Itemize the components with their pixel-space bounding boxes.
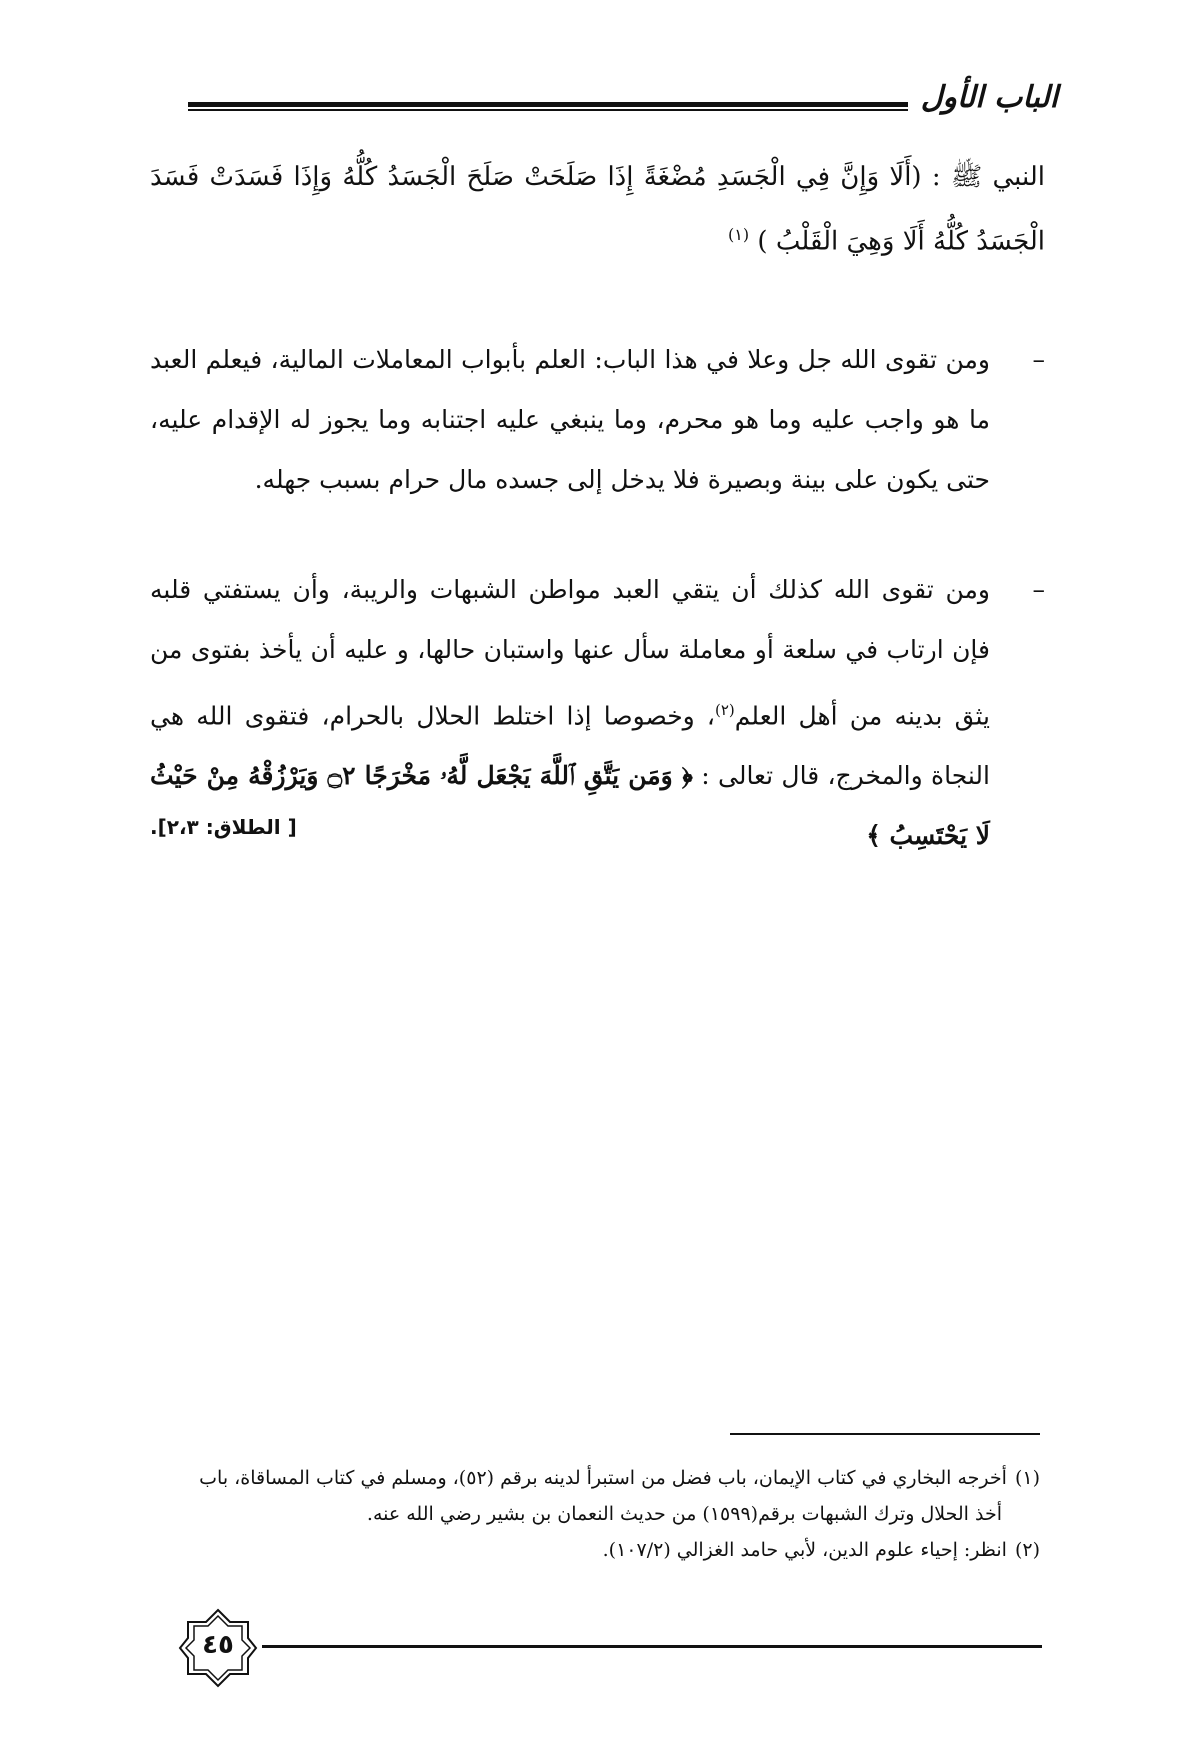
- footnote-ref-2: (٢): [715, 701, 735, 719]
- bullet-dash: –: [1032, 345, 1045, 374]
- hadith-text: (أَلَا وَإِنَّ فِي الْجَسَدِ مُضْغَةً إِذَا صَلَحَتْ صَلَحَ الْجَسَدُ كُلُّهُ وَإِذَا فَسَدَتْ فَسَدَ الْجَسَدُ كُلُّهُ أَلَا وَهِيَ الْقَلْبُ ): [150, 162, 1045, 257]
- hadith-quote: [150, 148, 1045, 271]
- footer-rule: [262, 1645, 1042, 1648]
- quran-verse: ﴿ وَمَن يَتَّقِ ٱللَّهَ يَجْعَل لَّهُۥ مَخْرَجًا ۝٢ وَيَرْزُقْهُ مِنْ حَيْثُ لَا يَحْتَسِبُ ﴾: [150, 761, 990, 851]
- paragraph-financial-knowledge: [150, 330, 1045, 510]
- hadith-intro: النبي ﷺ :: [931, 162, 1046, 192]
- page-number: ٤٥: [202, 1630, 234, 1660]
- header-rule: [188, 102, 908, 111]
- footnote-ref-1: (١): [728, 225, 750, 244]
- footnote-1-continued: أخذ الحلال وترك الشبهات برقم(١٥٩٩) من حديث النعمان بن بشير رضي الله عنه.: [366, 1503, 1002, 1525]
- footnote-separator: [730, 1433, 1040, 1435]
- quran-reference: [ الطلاق: ٢،٣].: [150, 815, 297, 839]
- page-header: [188, 80, 1058, 140]
- footnote-1: [150, 1460, 1040, 1496]
- footnote-text: أخرجه البخاري في كتاب الإيمان، باب فضل من استبرأ لدينه برقم (٥٢)، ومسلم في كتاب المساقاة، باب: [199, 1467, 1007, 1489]
- footnote-2: [150, 1532, 1040, 1568]
- footnotes: [150, 1460, 1040, 1568]
- paragraph-text-part1: ومن تقوى الله كذلك أن يتقي العبد مواطن الشبهات والريبة، وأن يستفتي قلبه فإن ارتاب في سلعة أو معاملة سأل عنها واستبان حالها، و عليه أن يأخذ بفتوى من يثق بدينه من أهل العلم: [150, 575, 990, 731]
- page-number-ornament: [178, 1608, 258, 1688]
- bullet-dash: –: [1032, 575, 1045, 604]
- paragraph-text-part2: ، وخصوصا إذا اختلط الحلال بالحرام، فتقوى الله هي النجاة والمخرج، قال تعالى :: [150, 701, 990, 791]
- paragraph-text: ومن تقوى الله جل وعلا في هذا الباب: العلم بأبواب المعاملات المالية، فيعلم العبد ما هو واجب عليه وما هو محرم، وما ينبغي عليه اجتنابه وما يجوز له الإقدام عليه، حتى يكون على بينة وبصيرة فلا يدخل إلى جسده مال حرام بسبب جهله.: [150, 345, 990, 494]
- footnote-text: انظر: إحياء علوم الدين، لأبي حامد الغزالي (١٠٧/٢).: [602, 1539, 1007, 1561]
- footnote-number: (١): [1014, 1467, 1040, 1489]
- footnote-number: (٢): [1014, 1539, 1040, 1561]
- chapter-title: الباب الأول: [920, 80, 1058, 115]
